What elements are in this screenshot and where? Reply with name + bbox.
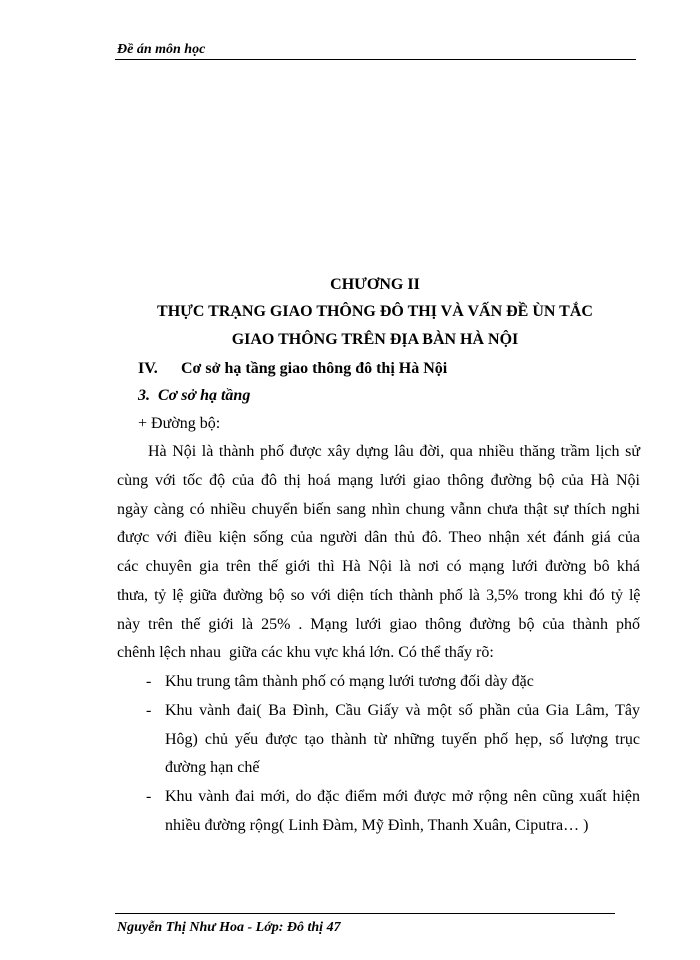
bullet-marker: -	[146, 702, 152, 719]
header-divider	[115, 59, 636, 60]
paragraph-line: này trên thế giới là 25% . Mạng lưới giao thông đường bộ của thành phố	[117, 616, 640, 633]
paragraph-line: các chuyên gia trên thế giới thì Hà Nội là nơi có mạng lưới đường bô khá	[117, 558, 640, 575]
chapter-title-line: THỰC TRẠNG GIAO THÔNG ĐÔ THỊ VÀ VẤN ĐỀ ÙN TẮC	[157, 303, 593, 320]
section-title: Cơ sở hạ tầng giao thông đô thị Hà Nội	[181, 360, 448, 377]
paragraph-line: chênh lệch nhau giữa các khu vực khá lớn. Có thể thấy rõ:	[117, 644, 494, 661]
bullet-text: đường hạn chế	[165, 759, 260, 776]
page-header: Đề án môn học	[117, 42, 206, 57]
subheading: + Đường bộ:	[138, 415, 221, 432]
bullet-text: Hôg) chủ yếu được tạo thành từ những tuyến phố hẹp, số lượng trục	[165, 731, 640, 748]
bullet-text: Khu vành đai mới, do đặc điểm mới được mở rộng nên cũng xuất hiện	[165, 788, 640, 805]
subsection-title: 3. Cơ sở hạ tầng	[138, 387, 251, 404]
chapter-title-line: GIAO THÔNG TRÊN ĐỊA BÀN HÀ NỘI	[231, 331, 519, 348]
paragraph-line: Hà Nội là thành phố được xây dựng lâu đời, qua nhiều thăng trầm lịch sử	[148, 443, 640, 460]
paragraph-line: cùng với tốc độ của đô thị hoá mạng lưới giao thông đường bộ của Hà Nội	[117, 472, 640, 489]
footer-divider	[115, 913, 615, 914]
paragraph-line: được với điều kiện sống của người dân thủ đô. Theo nhận xét đánh giá của	[117, 529, 640, 546]
paragraph-line: ngày càng có nhiều chuyển biến sang nhìn chung vẫnn chưa thật sự thích nghi	[117, 501, 640, 518]
bullet-text: Khu trung tâm thành phố có mạng lưới tương đối dày đặc	[165, 673, 534, 690]
bullet-marker: -	[146, 788, 152, 805]
paragraph-line: thưa, tỷ lệ giữa đường bộ so với diện tích thành phố là 3,5% trong khi đó tỷ lệ	[117, 587, 640, 604]
bullet-text: Khu vành đai( Ba Đình, Cầu Giấy và một số phần của Gia Lâm, Tây	[165, 702, 640, 719]
section-number: IV.	[138, 360, 158, 377]
chapter-number: CHƯƠNG II	[330, 276, 420, 293]
bullet-text: nhiều đường rộng( Linh Đàm, Mỹ Đình, Thanh Xuân, Ciputra… )	[165, 817, 589, 834]
page-footer: Nguyễn Thị Như Hoa - Lớp: Đô thị 47	[117, 920, 341, 935]
bullet-marker: -	[146, 673, 152, 690]
